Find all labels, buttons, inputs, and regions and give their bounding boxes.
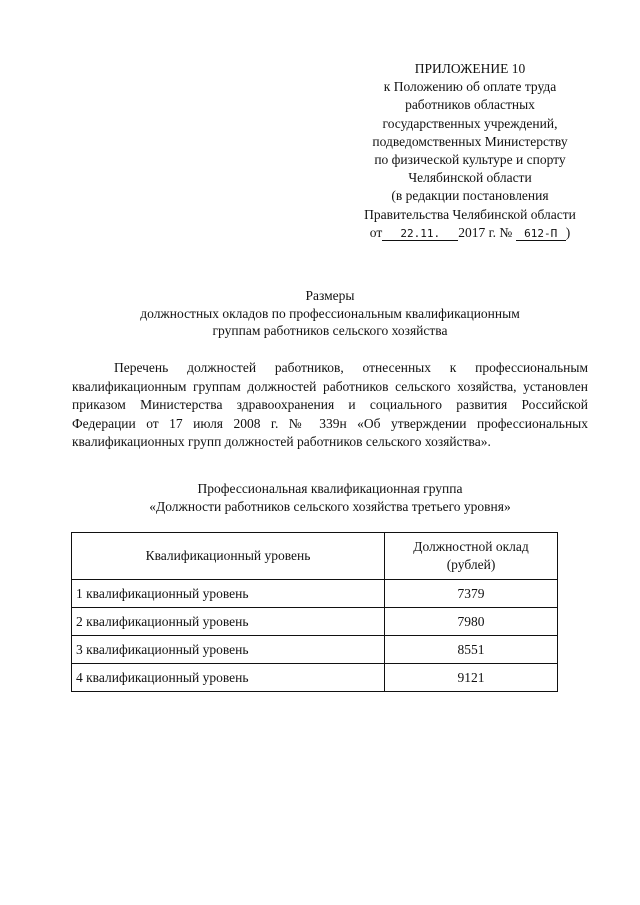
- appendix-line: государственных учреждений,: [382, 115, 558, 131]
- title-line: должностных окладов по профессиональным квалификационным: [140, 305, 520, 321]
- title-line: группам работников сельского хозяйства: [212, 323, 448, 338]
- table-row: [72, 608, 558, 636]
- level-cell: 1 квалификационный уровень: [72, 580, 385, 608]
- appendix-line: Челябинской области: [408, 170, 532, 186]
- salary-table: [71, 532, 558, 692]
- handwritten-date: 22.11.: [382, 227, 458, 241]
- title-line: Размеры: [305, 288, 355, 303]
- appendix-line: Правительства Челябинской области: [364, 206, 576, 222]
- appendix-line: работников областных: [405, 97, 535, 113]
- date-prefix: от: [369, 224, 383, 240]
- table-header-row: [72, 533, 558, 580]
- header-salary-line1: Должностной оклад: [413, 539, 529, 554]
- close-paren: ): [565, 224, 571, 240]
- level-cell: 2 квалификационный уровень: [72, 608, 385, 636]
- salary-cell: 9121: [385, 664, 558, 692]
- handwritten-number: 612-П: [516, 227, 566, 241]
- salary-cell: 8551: [385, 636, 558, 664]
- appendix-line: по физической культуре и спорту: [374, 152, 566, 168]
- document-title: [80, 287, 580, 340]
- appendix-line: (в редакции постановления: [391, 188, 549, 204]
- salary-cell: 7980: [385, 608, 558, 636]
- resolution-date-line: [320, 224, 620, 242]
- appendix-line: к Положению об оплате труда: [383, 79, 557, 95]
- table-row: [72, 636, 558, 664]
- level-cell: 4 квалификационный уровень: [72, 664, 385, 692]
- appendix-line: подведомственных Министерству: [372, 133, 568, 149]
- table-row: [72, 580, 558, 608]
- appendix-title: ПРИЛОЖЕНИЕ 10: [414, 61, 526, 76]
- group-line: «Должности работников сельского хозяйства третьего уровня»: [149, 498, 511, 514]
- header-salary-line2: (рублей): [446, 557, 496, 572]
- group-line: Профессиональная квалификационная группа: [197, 481, 463, 496]
- table-row: [72, 664, 558, 692]
- salary-cell: 7379: [385, 580, 558, 608]
- level-cell: 3 квалификационный уровень: [72, 636, 385, 664]
- intro-paragraph: Перечень должностей работников, отнесенных к профессиональным квалификационным группам должностей работников сельского хозяйства, установлен приказом Министерства здравоохранения и социального развития Российской Федерации от 17 июля 2008 г. № 339н «Об утверждении профессиональных квалификационных групп должностей работников сельского хозяйства».: [72, 360, 588, 450]
- header-salary: [385, 533, 558, 580]
- appendix-header: [320, 60, 620, 242]
- group-heading: [80, 480, 580, 515]
- year-text: 2017 г. №: [458, 224, 513, 240]
- header-level: Квалификационный уровень: [72, 533, 385, 580]
